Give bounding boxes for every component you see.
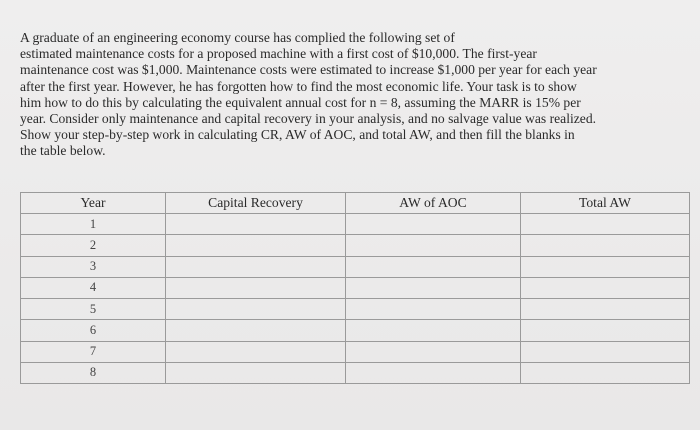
total-aw-cell[interactable] [521,235,690,256]
capital-recovery-cell[interactable] [166,299,346,320]
table-row [21,320,690,341]
aw-of-aoc-cell[interactable] [346,299,521,320]
total-aw-cell[interactable] [521,277,690,298]
total-aw-cell[interactable] [521,320,690,341]
capital-recovery-cell[interactable] [166,320,346,341]
problem-line: estimated maintenance costs for a proposed machine with a first cost of $10,000. The first-year [20,46,537,62]
aw-of-aoc-cell[interactable] [346,235,521,256]
total-aw-cell[interactable] [521,299,690,320]
problem-line: maintenance cost was $1,000. Maintenance costs were estimated to increase $1,000 per year for each year [20,62,597,78]
capital-recovery-cell[interactable] [166,341,346,362]
table-row [21,341,690,362]
header-year: Year [21,193,166,214]
table-row [21,235,690,256]
problem-line: Show your step-by-step work in calculating CR, AW of AOC, and total AW, and then fill the blanks in [20,127,575,143]
table-row [21,362,690,383]
aw-of-aoc-cell[interactable] [346,214,521,235]
year-cell: 6 [21,320,166,341]
header-aw-of-aoc: AW of AOC [346,193,521,214]
total-aw-cell[interactable] [521,256,690,277]
problem-line: after the first year. However, he has forgotten how to find the most economic life. Your task is to show [20,78,577,94]
problem-line: year. Consider only maintenance and capital recovery in your analysis, and no salvage value was realized. [20,111,597,127]
aw-of-aoc-cell[interactable] [346,362,521,383]
aw-of-aoc-cell[interactable] [346,277,521,298]
year-cell: 4 [21,277,166,298]
year-cell: 1 [21,214,166,235]
table-header-row [21,193,690,214]
header-total-aw: Total AW [521,193,690,214]
problem-line: the table below. [20,143,106,159]
capital-recovery-cell[interactable] [166,362,346,383]
table-row [21,277,690,298]
aw-of-aoc-cell[interactable] [346,341,521,362]
capital-recovery-cell[interactable] [166,235,346,256]
year-cell: 2 [21,235,166,256]
answer-table [20,192,690,384]
year-cell: 7 [21,341,166,362]
table-row [21,214,690,235]
problem-line: A graduate of an engineering economy course has complied the following set of [20,30,455,45]
aw-of-aoc-cell[interactable] [346,320,521,341]
table-row [21,256,690,277]
total-aw-cell[interactable] [521,362,690,383]
problem-statement [20,30,692,160]
problem-line: him how to do this by calculating the equivalent annual cost for n = 8, assuming the MARR is 15% per [20,94,581,110]
capital-recovery-cell[interactable] [166,277,346,298]
aw-of-aoc-cell[interactable] [346,256,521,277]
header-capital-recovery: Capital Recovery [166,193,346,214]
capital-recovery-cell[interactable] [166,256,346,277]
total-aw-cell[interactable] [521,214,690,235]
capital-recovery-cell[interactable] [166,214,346,235]
year-cell: 5 [21,299,166,320]
total-aw-cell[interactable] [521,341,690,362]
year-cell: 8 [21,362,166,383]
year-cell: 3 [21,256,166,277]
table-row [21,299,690,320]
